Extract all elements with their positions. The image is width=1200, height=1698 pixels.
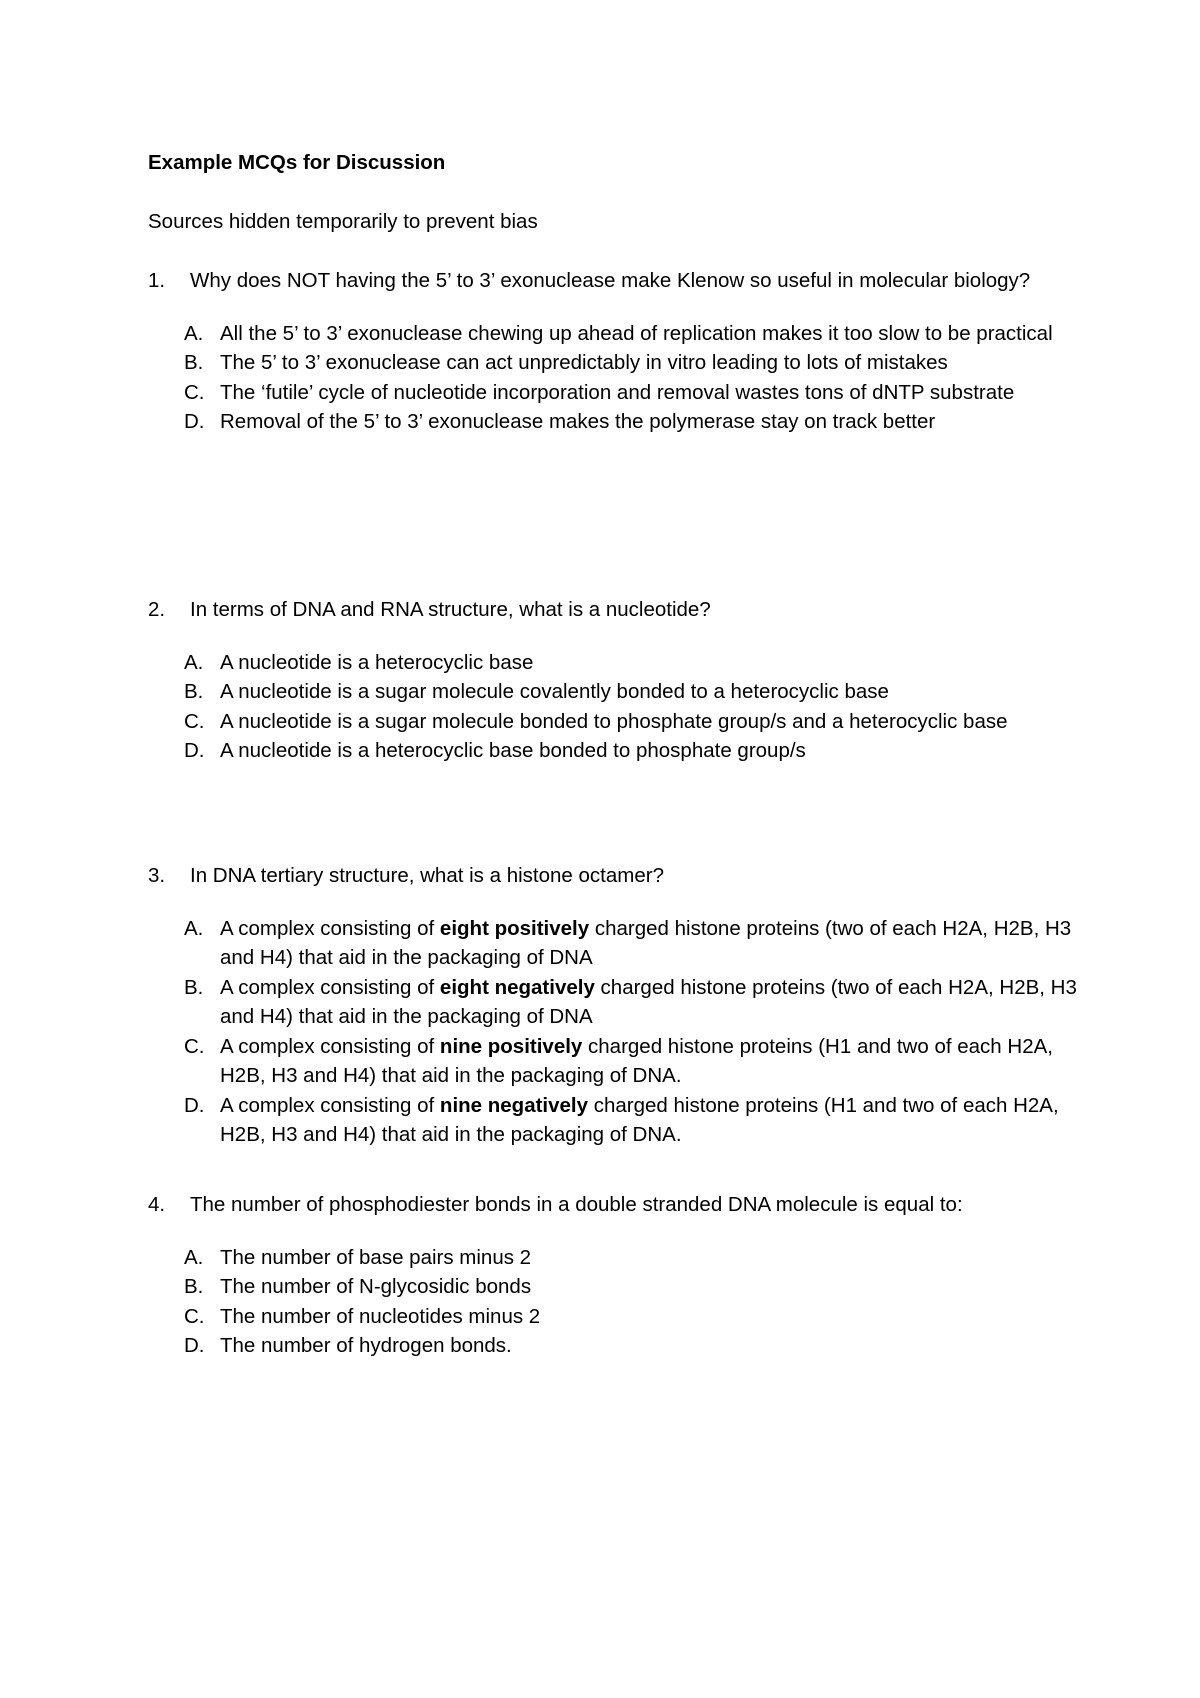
option-list — [184, 319, 1078, 437]
option-d — [184, 1331, 1078, 1361]
option-text: A nucleotide is a heterocyclic base — [220, 650, 534, 674]
option-letter: B. — [184, 975, 204, 999]
option-text-emphasis: nine negatively — [439, 1093, 589, 1117]
option-b — [184, 973, 1078, 1032]
option-text — [220, 973, 1078, 1032]
option-letter: A. — [184, 916, 204, 940]
option-list — [184, 1243, 1078, 1361]
option-list — [184, 648, 1078, 766]
question-text: In terms of DNA and RNA structure, what is a nucleotide? — [190, 598, 711, 621]
option-text: All the 5’ to 3’ exonuclease chewing up ahead of replication makes it too slow to be practical — [220, 321, 1053, 345]
option-text-prefix: A complex consisting of — [220, 1093, 440, 1117]
option-letter: A. — [184, 1245, 204, 1269]
option-a — [184, 648, 1078, 678]
option-text: The 5’ to 3’ exonuclease can act unpredictably in vitro leading to lots of mistakes — [220, 351, 948, 374]
option-text: Removal of the 5’ to 3’ exonuclease makes the polymerase stay on track better — [220, 410, 936, 433]
option-text: The number of N-glycosidic bonds — [220, 1275, 532, 1298]
option-text-emphasis: eight negatively — [439, 975, 595, 999]
option-text-emphasis: eight positively — [439, 916, 590, 940]
option-text: A nucleotide is a sugar molecule covalently bonded to a heterocyclic base — [220, 680, 889, 703]
option-text-suffix: charged histone proteins (two of each H2A, H2B, H3 and H4) that aid in the packaging of DNA — [220, 975, 1077, 1028]
option-letter: D. — [184, 1093, 205, 1117]
option-letter: B. — [184, 1275, 204, 1298]
option-text — [220, 1032, 1078, 1091]
option-letter: C. — [184, 1034, 205, 1058]
option-list — [184, 914, 1078, 1150]
question-number: 2. — [148, 598, 166, 621]
option-d — [184, 407, 1078, 437]
option-text-prefix: A complex consisting of — [220, 1034, 440, 1058]
option-b — [184, 677, 1078, 707]
option-text: A nucleotide is a heterocyclic base bonded to phosphate group/s — [220, 739, 806, 762]
option-letter: D. — [184, 739, 205, 762]
question-text: In DNA tertiary structure, what is a histone octamer? — [190, 864, 664, 887]
option-letter: D. — [184, 410, 205, 433]
option-a — [184, 1243, 1078, 1273]
option-letter: A. — [184, 321, 204, 345]
option-letter: B. — [184, 680, 204, 703]
option-b — [184, 1272, 1078, 1302]
question-text: Why does NOT having the 5’ to 3’ exonuclease make Klenow so useful in molecular biology? — [190, 269, 1031, 292]
question-text: The number of phosphodiester bonds in a double stranded DNA molecule is equal to: — [190, 1193, 963, 1216]
option-text: The ‘futile’ cycle of nucleotide incorporation and removal wastes tons of dNTP substrate — [220, 380, 1015, 404]
option-c — [184, 378, 1078, 408]
option-text-suffix: charged histone proteins (H1 and two of each H2A, H2B, H3 and H4) that aid in the packaging of DNA. — [220, 1034, 1053, 1087]
question-stem — [148, 1190, 1078, 1220]
question-number: 3. — [148, 864, 166, 887]
option-letter: B. — [184, 351, 204, 374]
option-text-prefix: A complex consisting of — [220, 975, 440, 999]
option-a — [184, 914, 1078, 973]
question-stem — [148, 861, 1078, 891]
option-d — [184, 1091, 1078, 1150]
option-text-suffix: charged histone proteins (two of each H2A, H2B, H3 and H4) that aid in the packaging of DNA — [220, 916, 1072, 969]
document-subtitle: Sources hidden temporarily to prevent bias — [148, 210, 538, 233]
option-c — [184, 1032, 1078, 1091]
option-b — [184, 348, 1078, 378]
option-a — [184, 319, 1078, 349]
option-letter: C. — [184, 709, 205, 733]
option-text: A nucleotide is a sugar molecule bonded to phosphate group/s and a heterocyclic base — [220, 709, 1008, 733]
option-text-prefix: A complex consisting of — [220, 916, 440, 940]
question-1 — [148, 266, 1078, 437]
question-number: 4. — [148, 1193, 166, 1216]
option-text — [220, 914, 1078, 973]
option-text-emphasis: nine positively — [439, 1034, 583, 1058]
option-letter: C. — [184, 1304, 205, 1328]
question-3 — [148, 861, 1078, 1150]
option-text: The number of base pairs minus 2 — [220, 1245, 532, 1269]
option-text — [220, 1091, 1078, 1150]
question-stem — [148, 266, 1078, 296]
option-letter: A. — [184, 650, 204, 674]
question-stem — [148, 595, 1078, 625]
document-title: Example MCQs for Discussion — [148, 151, 446, 174]
question-4 — [148, 1190, 1078, 1361]
option-text: The number of nucleotides minus 2 — [220, 1304, 541, 1328]
option-c — [184, 1302, 1078, 1332]
question-number: 1. — [148, 269, 166, 292]
option-letter: D. — [184, 1334, 205, 1357]
question-2 — [148, 595, 1078, 766]
option-text-suffix: charged histone proteins (H1 and two of each H2A, H2B, H3 and H4) that aid in the packaging of DNA. — [220, 1093, 1059, 1146]
option-c — [184, 707, 1078, 737]
option-d — [184, 736, 1078, 766]
option-letter: C. — [184, 380, 205, 404]
option-text: The number of hydrogen bonds. — [220, 1334, 512, 1357]
